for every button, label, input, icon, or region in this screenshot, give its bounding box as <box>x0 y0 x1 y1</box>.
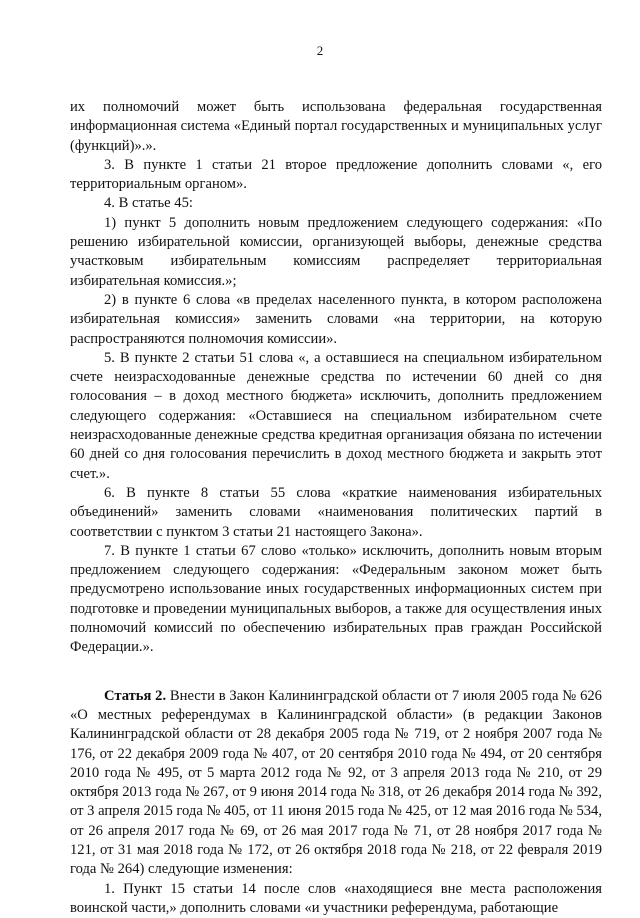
paragraph-subitem-2: 2) в пункте 6 слова «в пределах населенного пункта, в котором расположена избирательная комиссия» заменить словами «на территории, на которую распространяются полномочия комиссии». <box>70 291 602 347</box>
article-2-item-1: 1. Пункт 15 статьи 14 после слов «находящиеся вне места расположения воинской части,» дополнить словами «и участники референдума, работающие <box>70 880 602 916</box>
paragraph-item-3: 3. В пункте 1 статьи 21 второе предложение дополнить словами «, его территориальным органом». <box>70 156 602 193</box>
paragraph-item-5: 5. В пункте 2 статьи 51 слова «, а оставшиеся на специальном избирательном счете неизрасходованные денежные средства по истечении 60 дней со дня голосования – в доход местного бюджета» исключить, дополнить предложением следующего содержания: «Оставшиеся на специальном избирательном счете неизрасходованные денежные средства кредитная организация обязана по истечении 60 дней со дня голосования перечислить в доход местного бюджета и закрыть этот счет.». <box>70 349 602 482</box>
paragraph-item-4: 4. В статье 45: <box>104 195 193 212</box>
article-2-title: Статья 2. <box>104 687 167 704</box>
paragraph-item-6: 6. В пункте 8 статьи 55 слова «краткие наименования избирательных объединений» заменить словами «наименования политических партий в соответствии с пунктом 3 статьи 21 настоящего Закона». <box>70 484 602 540</box>
paragraph-item-7: 7. В пункте 1 статьи 67 слово «только» исключить, дополнить новым вторым предложением следующего содержания: «Федеральным законом может быть предусмотрено использование иных государственных информационных систем при подготовке и проведении муниципальных выборов, а также для осуществления иных полномочий комиссий по обеспечению избирательных прав граждан Российской Федерации.». <box>70 542 602 656</box>
document-body <box>70 98 602 918</box>
article-2-text: Внести в Закон Калининградской области от 7 июля 2005 года № 626 «О местных референдумах в Калининградской области» (в редакции Законов Калининградской области от 28 декабря 2005 года № 719, от 2 ноября 2007 года № 176, от 22 декабря 2009 года № 407, от 20 сентября 2010 года № 494, от 20 сентября 2010 года № 495, от 5 марта 2012 года № 92, от 3 апреля 2013 года № 210, от 29 октября 2013 года № 267, от 9 июня 2014 года № 318, от 26 декабря 2014 года № 392, от 3 апреля 2015 года № 405, от 11 июня 2015 года № 425, от 12 мая 2016 года № 534, от 26 апреля 2017 года № 69, от 26 мая 2017 года № 71, от 28 ноября 2017 года № 121, от 31 мая 2018 года № 172, от 26 октября 2018 года № 218, от 22 февраля 2019 года № 264) следующие изменения: <box>70 687 602 878</box>
paragraph-subitem-1: 1) пункт 5 дополнить новым предложением следующего содержания: «По решению избирательной комиссии, организующей выборы, денежные средства участковым избирательным комиссиям распределяет территориальная избирательная комиссия.»; <box>70 214 602 289</box>
section-gap <box>70 658 602 687</box>
article-2-paragraph <box>70 687 602 880</box>
paragraph-continuation: их полномочий может быть использована федеральная государственная информационная система «Единый портал государственных и муниципальных услуг (функций)».». <box>70 99 602 154</box>
page-number: 2 <box>316 43 324 58</box>
